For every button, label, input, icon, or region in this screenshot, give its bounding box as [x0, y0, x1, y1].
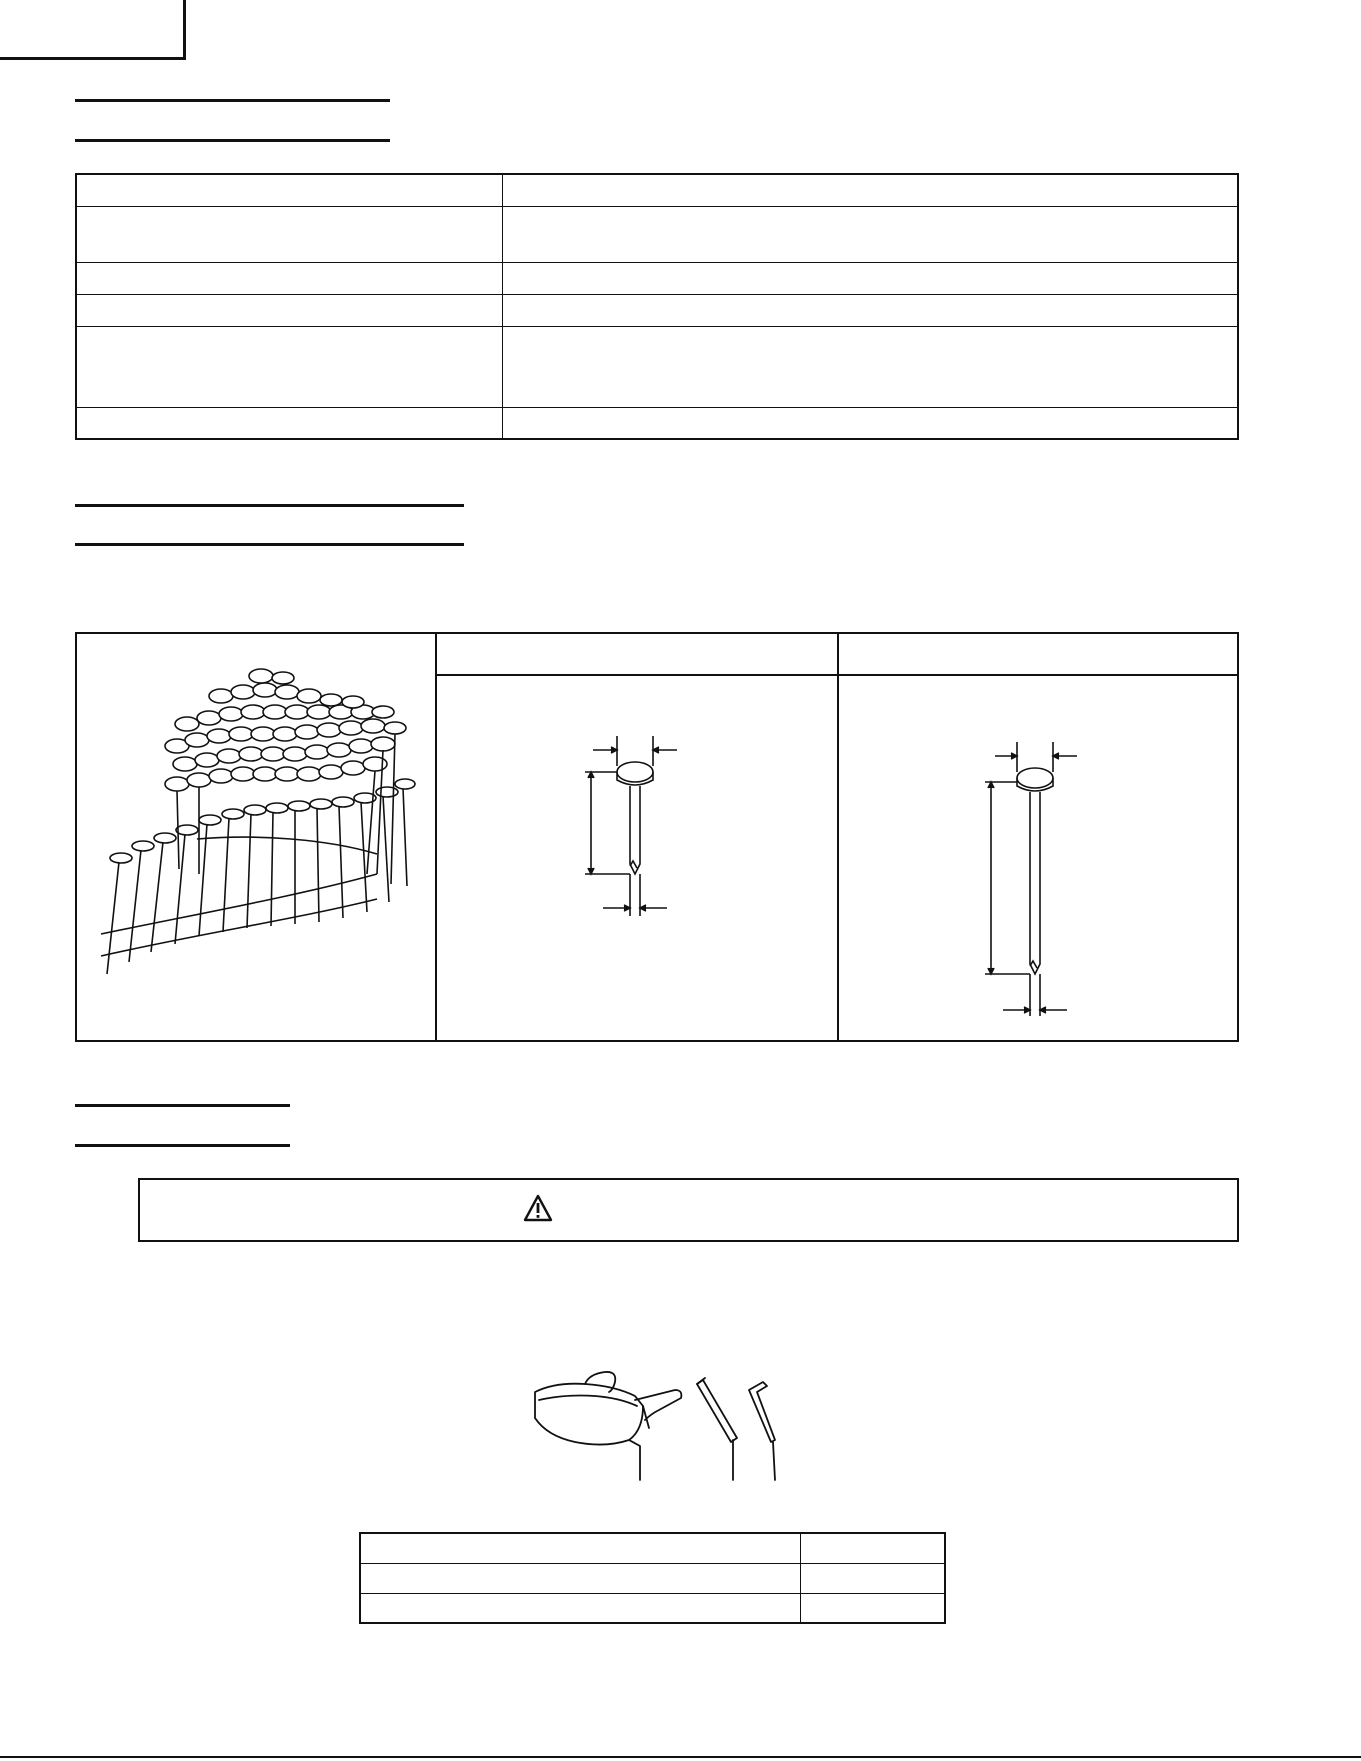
heading-rule-top — [75, 504, 464, 507]
accessory-qty — [800, 1533, 945, 1563]
spec-value — [502, 294, 1238, 326]
spec-label — [76, 326, 502, 407]
accessory-item — [360, 1533, 800, 1563]
accessory-qty — [800, 1563, 945, 1593]
warning-triangle-icon — [523, 1194, 553, 1222]
table-row — [76, 174, 1238, 206]
spec-value — [502, 326, 1238, 407]
table-row — [76, 326, 1238, 407]
table-row — [360, 1593, 945, 1623]
spec-label — [76, 174, 502, 206]
table-row — [76, 262, 1238, 294]
accessory-item — [360, 1593, 800, 1623]
accessory-qty — [800, 1593, 945, 1623]
spec-value — [502, 262, 1238, 294]
table-row — [360, 1533, 945, 1563]
table-row — [76, 206, 1238, 262]
footer-rule — [0, 1756, 1361, 1758]
accessory-item — [360, 1563, 800, 1593]
hex-wrench-small-icon — [749, 1382, 775, 1480]
long-nail-diagram — [839, 676, 1239, 1041]
nail-spec-table — [75, 632, 1239, 1042]
heading-rule-bottom — [75, 139, 390, 142]
spec-value — [502, 174, 1238, 206]
heading-rule-top — [75, 1104, 290, 1107]
spec-label — [76, 407, 502, 439]
accessories-table — [359, 1532, 946, 1624]
specifications-table — [75, 173, 1239, 440]
heading-rule-bottom — [75, 543, 464, 546]
table-row — [360, 1563, 945, 1593]
heading-rule-top — [75, 99, 390, 102]
hex-wrench-large-icon — [697, 1378, 737, 1480]
coil-nails-illustration — [77, 634, 435, 1039]
safety-glasses-icon — [535, 1372, 681, 1480]
short-nail-diagram — [437, 676, 837, 1041]
heading-rule-bottom — [75, 1144, 290, 1147]
spec-value — [502, 206, 1238, 262]
accessories-illustration — [525, 1370, 825, 1490]
table-row — [76, 294, 1238, 326]
warning-box — [138, 1178, 1239, 1242]
page-number-tab — [0, 0, 186, 60]
spec-label — [76, 262, 502, 294]
table-row — [76, 407, 1238, 439]
spec-value — [502, 407, 1238, 439]
spec-label — [76, 206, 502, 262]
spec-label — [76, 294, 502, 326]
